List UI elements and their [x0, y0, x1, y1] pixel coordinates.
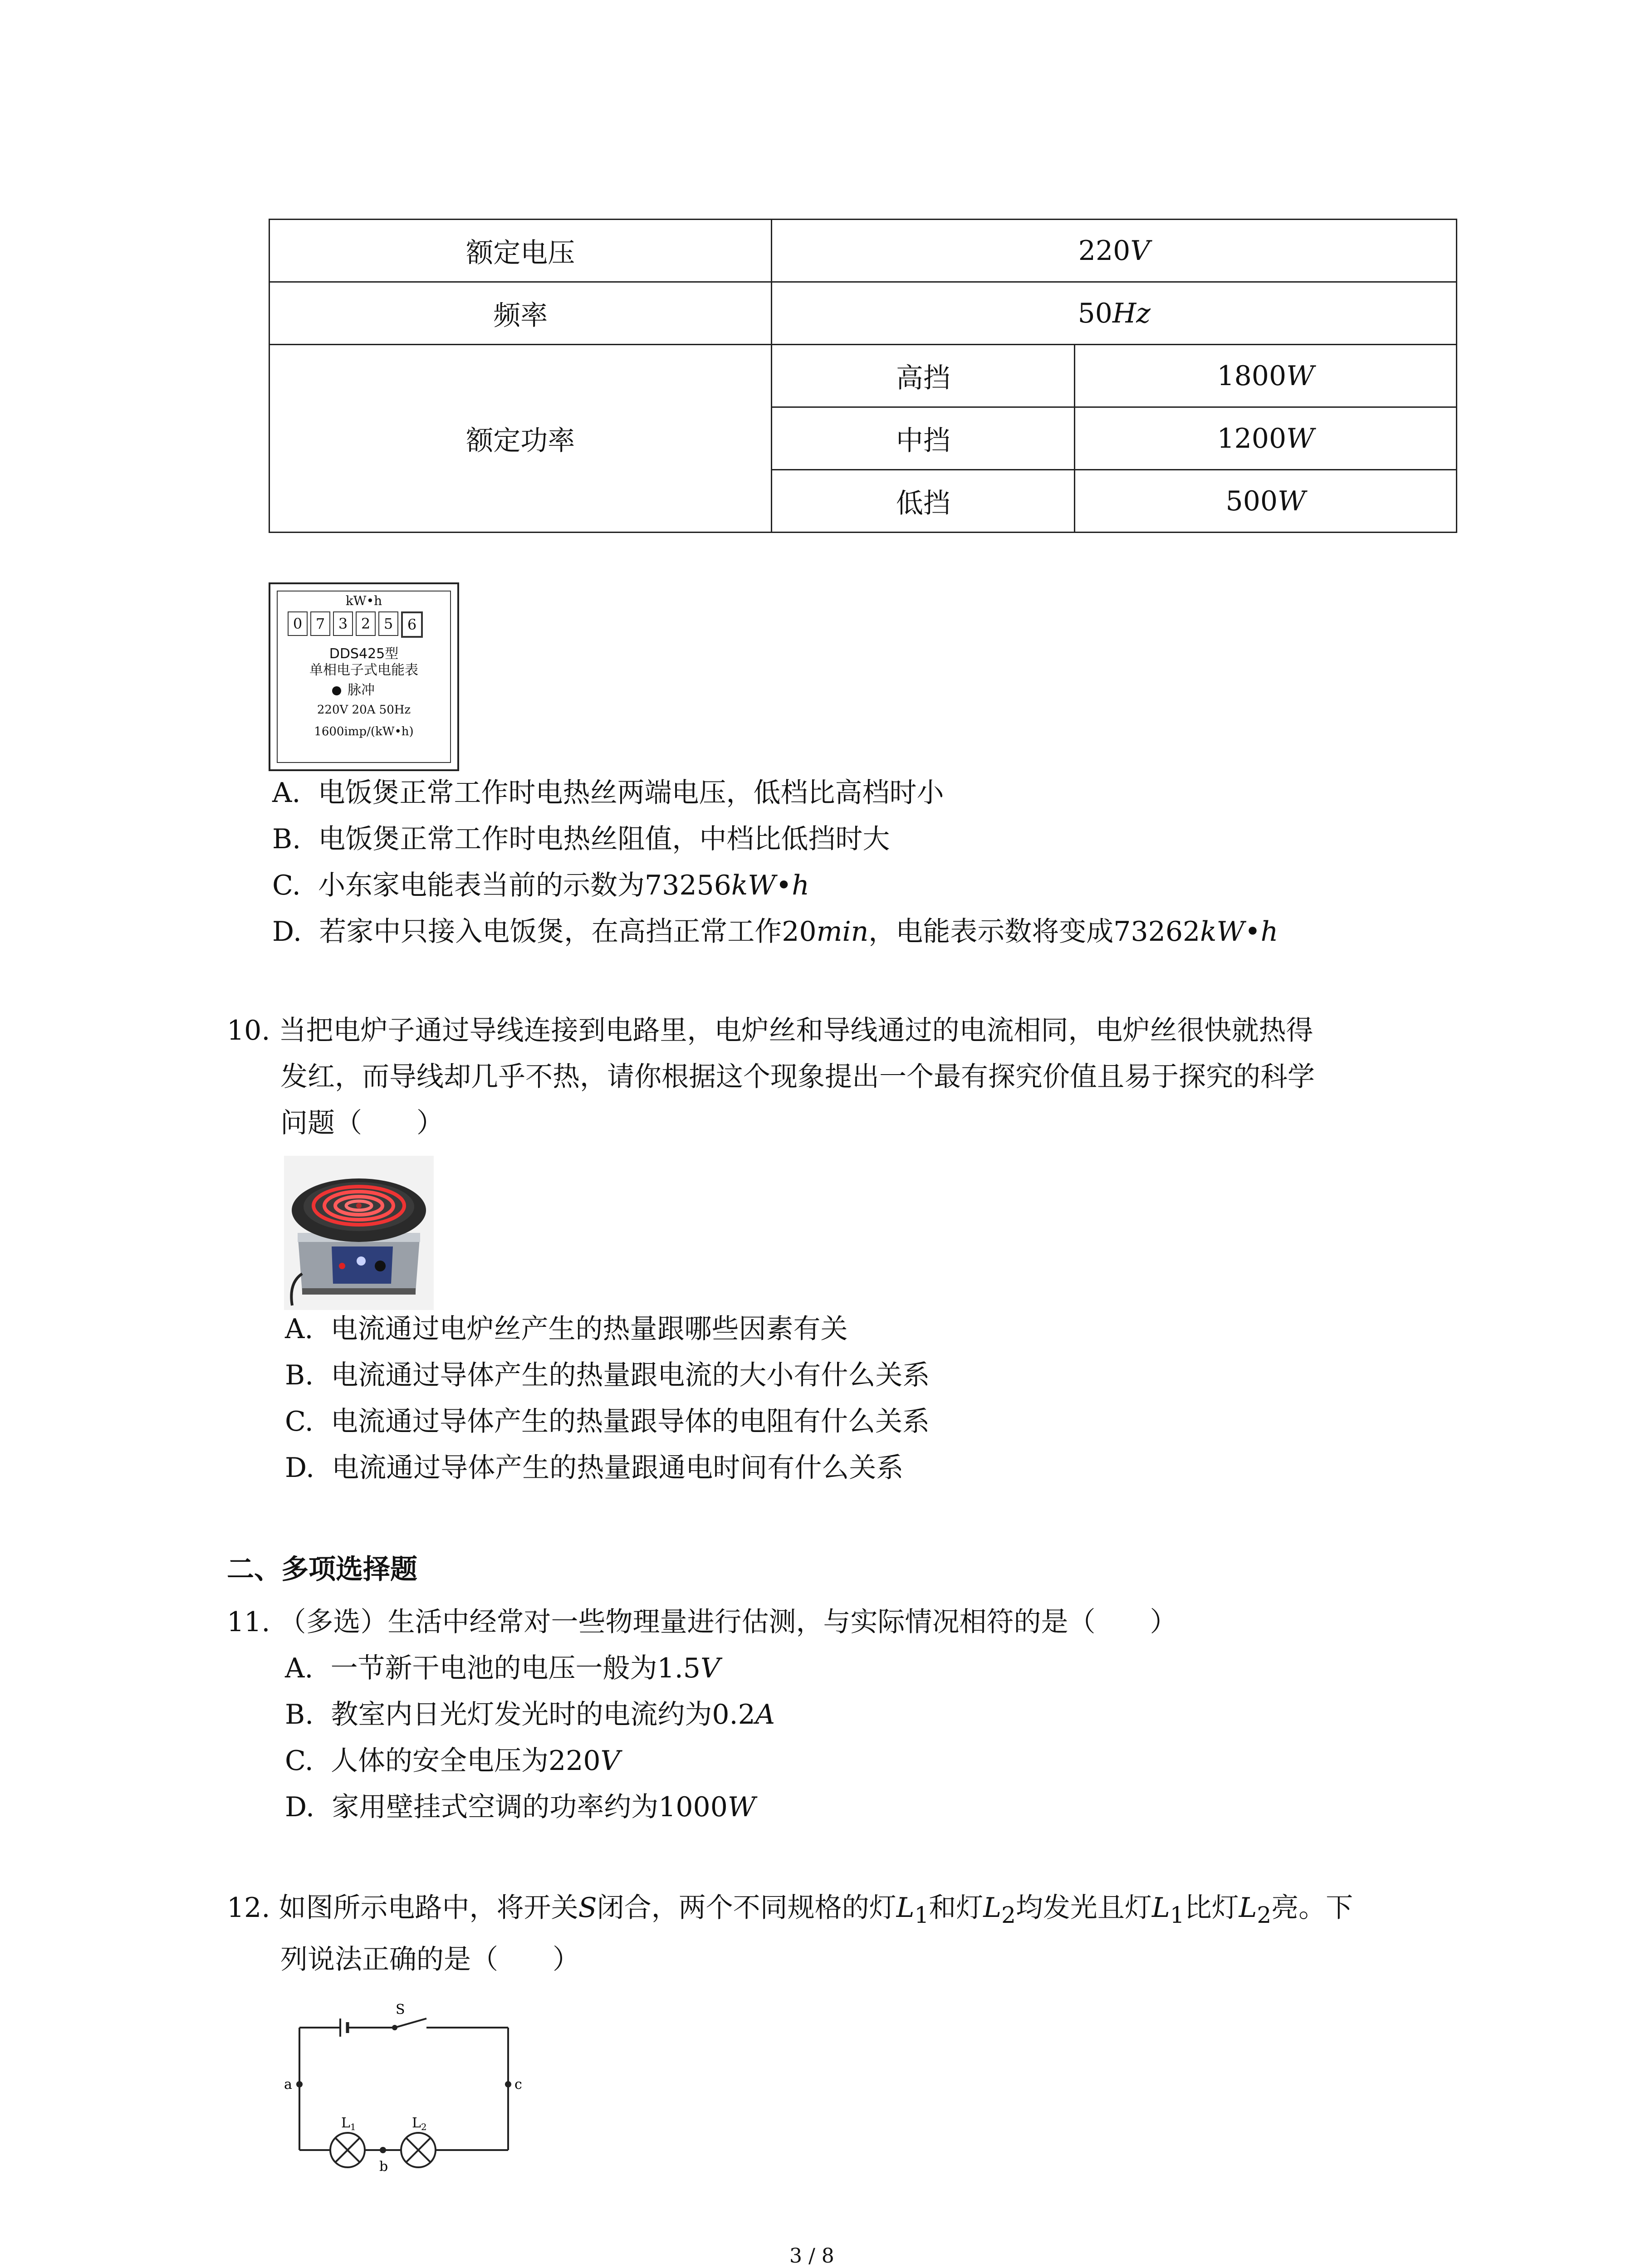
frequency-label: 频率: [269, 282, 772, 345]
q12-stem-line1: 12. 如图所示电路中，将开关S闭合，两个不同规格的灯$L_1$和灯$L_2$均发光且灯$L_1$比灯$L_2$亮。下: [227, 1892, 1353, 1928]
node-a-label: a: [284, 2077, 292, 2092]
q9-option-a: A. 电饭煲正常工作时电热丝两端电压，低档比高档时小: [272, 777, 944, 809]
node-c: [505, 2081, 511, 2087]
meter-ratings: 220V 20A 50Hz: [317, 703, 411, 717]
q9-option-c: C. 小东家电能表当前的示数为73256kW•h: [272, 870, 809, 901]
frequency-value: 50Hz: [772, 282, 1457, 345]
meter-digit: 5: [378, 611, 398, 636]
q10-option-a: A. 电流通过电炉丝产生的热量跟哪些因素有关: [285, 1313, 848, 1345]
electric-stove-image: [284, 1156, 434, 1310]
node-b: [380, 2147, 386, 2153]
level-value: 500W: [1075, 470, 1457, 533]
q10-stem-line2: 发红，而导线却几乎不热，请你根据这个现象提出一个最有探究价值且易于探究的科学: [280, 1061, 1315, 1093]
switch-label: S: [396, 2002, 405, 2018]
meter-digit-decimal: 6: [401, 611, 423, 638]
meter-digit: 0: [288, 611, 308, 636]
meter-digit: 3: [333, 611, 353, 636]
level-value: 1200W: [1075, 407, 1457, 470]
level-value: 1800W: [1075, 345, 1457, 407]
section-title: 二、多项选择题: [227, 1554, 417, 1585]
level-label: 中挡: [772, 407, 1075, 470]
meter-name: 单相电子式电能表: [309, 662, 418, 678]
lamp1-label: $L_1$: [341, 2115, 356, 2132]
node-a: [296, 2081, 303, 2087]
meter-panel: [277, 591, 451, 763]
lamp2-label: $L_2$: [412, 2115, 427, 2132]
meter-digits: [288, 611, 426, 638]
meter-digit: 2: [356, 611, 376, 636]
level-label: 低挡: [772, 470, 1075, 533]
meter-model: DDS425型: [329, 646, 399, 662]
rated-power-label: 额定功率: [269, 345, 772, 533]
switch-contact: [392, 2025, 397, 2030]
q9-option-d: D. 若家中只接入电饭煲，在高挡正常工作20min，电能表示数将变成73262kW•h: [272, 916, 1279, 948]
pulse-led-icon: [332, 686, 341, 695]
q10-stem-line3: 问题（ ）: [280, 1107, 444, 1139]
q12-stem-line2: 列说法正确的是（ ）: [280, 1944, 580, 1975]
node-b-label: b: [379, 2159, 388, 2173]
q10-option-d: D. 电流通过导体产生的热量跟通电时间有什么关系: [285, 1452, 904, 1484]
level-label: 高挡: [772, 345, 1075, 407]
node-c-label: c: [514, 2077, 522, 2092]
q11-option-c: C. 人体的安全电压为220V: [285, 1745, 620, 1777]
q10-option-c: C. 电流通过导体产生的热量跟导体的电阻有什么关系: [285, 1406, 930, 1437]
q9-option-b: B. 电饭煲正常工作时电热丝阻值，中档比低挡时大: [272, 823, 890, 855]
q10-stem-line1: 10. 当把电炉子通过导线连接到电路里，电炉丝和导线通过的电流相同，电炉丝很快就热得: [227, 1015, 1313, 1046]
energy-meter: [269, 582, 459, 771]
q11-stem: 11. （多选）生活中经常对一些物理量进行估测，与实际情况相符的是（ ）: [227, 1606, 1177, 1638]
meter-digit: 7: [310, 611, 330, 636]
meter-pulse: 脉冲: [332, 679, 450, 699]
q11-option-a: A. 一节新干电池的电压一般为1.5V: [285, 1652, 720, 1684]
meter-unit: kW•h: [345, 593, 382, 608]
spec-table: [269, 219, 1457, 533]
circuit-diagram: [281, 2000, 535, 2173]
q11-option-b: B. 教室内日光灯发光时的电流约为0.2A: [285, 1699, 775, 1730]
rated-voltage-value: 220V: [772, 220, 1457, 282]
q11-option-d: D. 家用壁挂式空调的功率约为1000W: [285, 1791, 756, 1823]
rated-voltage-label: 额定电压: [269, 220, 772, 282]
q10-option-b: B. 电流通过导体产生的热量跟电流的大小有什么关系: [285, 1359, 930, 1391]
page-number: 3 / 8: [789, 2244, 834, 2268]
meter-constant: 1600imp/(kW•h): [314, 725, 414, 738]
